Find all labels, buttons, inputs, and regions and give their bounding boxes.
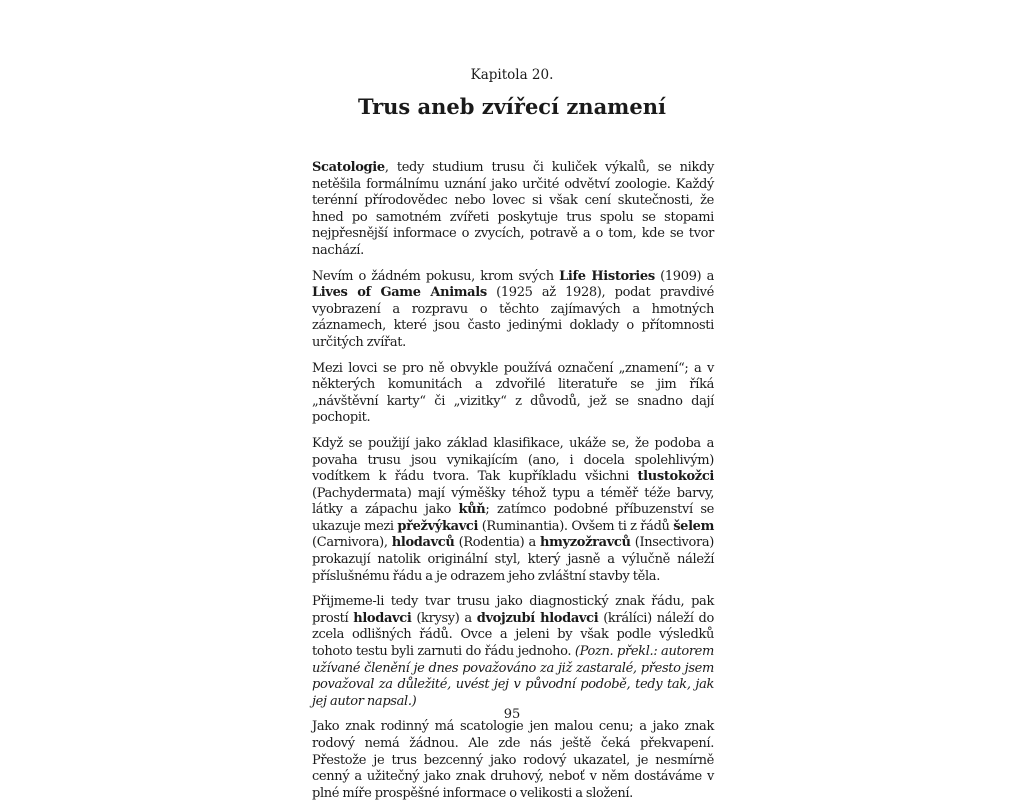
term-dvojzubi-hlodavci: dvojzubí hlodavci xyxy=(476,610,599,626)
chapter-title: Trus aneb zvířecí znamení xyxy=(357,94,667,119)
translator-note-text: : autorem užívané členění je dnes považováno za již zastaralé, přesto jsem považoval za důležité, uvést jej v původní podobě, tedy tak, jak jej autor napsal.) xyxy=(312,644,715,709)
chapter-label: Kapitola 20. xyxy=(470,67,554,83)
term-tlustokozci: tlustokožci xyxy=(637,469,714,485)
term-prezvykavci: přežvýkavci xyxy=(397,518,479,534)
paragraph-znameni: Mezi lovci se pro ně obvykle používá označení „znamení“; a v některých komunitách a zdvořilé literatuře se jim říká „návštěvní karty“ či „vizitky“ z důvodů, jež se snadno dají pochopit. xyxy=(312,360,714,426)
paragraph-diagnostic: Přijmeme-li tedy tvar trusu jako diagnostický znak řádu, pak prostí hlodavci (krysy) a dvojzubí hlodavci (králíci) náleží do zcela odlišných řádů. Ovce a jeleni by však podle výsledků tohoto testu byli zarnuti do řádu jednoho. (Pozn. překl.: autorem užívané členění je dnes považováno za již zastaralé, přesto jsem považoval za důležité, uvést jej v původní podobě, tedy tak, jak jej autor napsal.) xyxy=(312,594,715,709)
book-title-life-histories: Life Histories xyxy=(559,268,655,284)
term-hmyzozravcu: hmyzožravců xyxy=(540,535,631,551)
paragraph-species: Jako znak rodinný má scatologie jen malou cenu; a jako znak rodový nemá žádnou. Ale zde nás ještě čeká překvapení. Přestože je trus bezcenný jako rodový ukazatel, je nesmírně cenný a užitečný jako znak druhový, neboť v něm dostáváme v plné míře prospěšné informace o velikosti a složení. xyxy=(312,719,714,801)
translator-note-label: (Pozn. překl. xyxy=(574,644,654,660)
term-hlodavci: hlodavci xyxy=(353,610,412,626)
paragraph-life-histories: Nevím o žádném pokusu, krom svých Life Histories (1909) a Lives of Game Animals (1925 až 1928), podat pravdivé vyobrazení a rozpravu o těchto zajímavých a hmotných záznamech, které jsou často jedinými doklady o přítomnosti určitých zvířat. xyxy=(312,268,715,350)
term-hlodavcu: hlodavců xyxy=(391,535,455,551)
term-scatologie: Scatologie xyxy=(312,160,385,175)
paragraph-scatology: Scatologie, tedy studium trusu či kuliček výkalů, se nikdy netěšila formálnímu uznání jako určité odvětví zoologie. Každý terénní přírodovědec nebo lovec si však cení skutečnosti, že hned po samotném zvířeti poskytuje trus spolu se stopami nejpřesnější informace o zvycích, potravě a o tom, kde se tvor nachází. xyxy=(312,160,714,258)
book-title-lives-of-game-animals: Lives of Game Animals xyxy=(312,285,487,301)
term-kun: kůň xyxy=(458,502,486,518)
paragraph-classification: Když se použijí jako základ klasifikace, ukáže se, že podoba a povaha trusu jsou vynikajícím (ano, i docela spolehlivým) vodítkem k řádu tvora. Tak kupříkladu všichni tlustokožci (Pachydermata) mají výměšky téhož typu a téměř téže barvy, látky a zápachu jako kůň; zatímco podobné příbuzenství se ukazuje mezi přežvýkavci (Ruminantia). Ovšem ti z řádů šelem (Carnivora), hlodavců (Rodentia) a hmyzožravců (Insectivora) prokazují natolik originální styl, který jasně a výlučně náleží příslušnému řádu a je odrazem jeho zvláštní stavby těla. xyxy=(312,435,714,584)
page-number: 95 xyxy=(503,707,521,722)
term-selem: šelem xyxy=(673,518,714,534)
